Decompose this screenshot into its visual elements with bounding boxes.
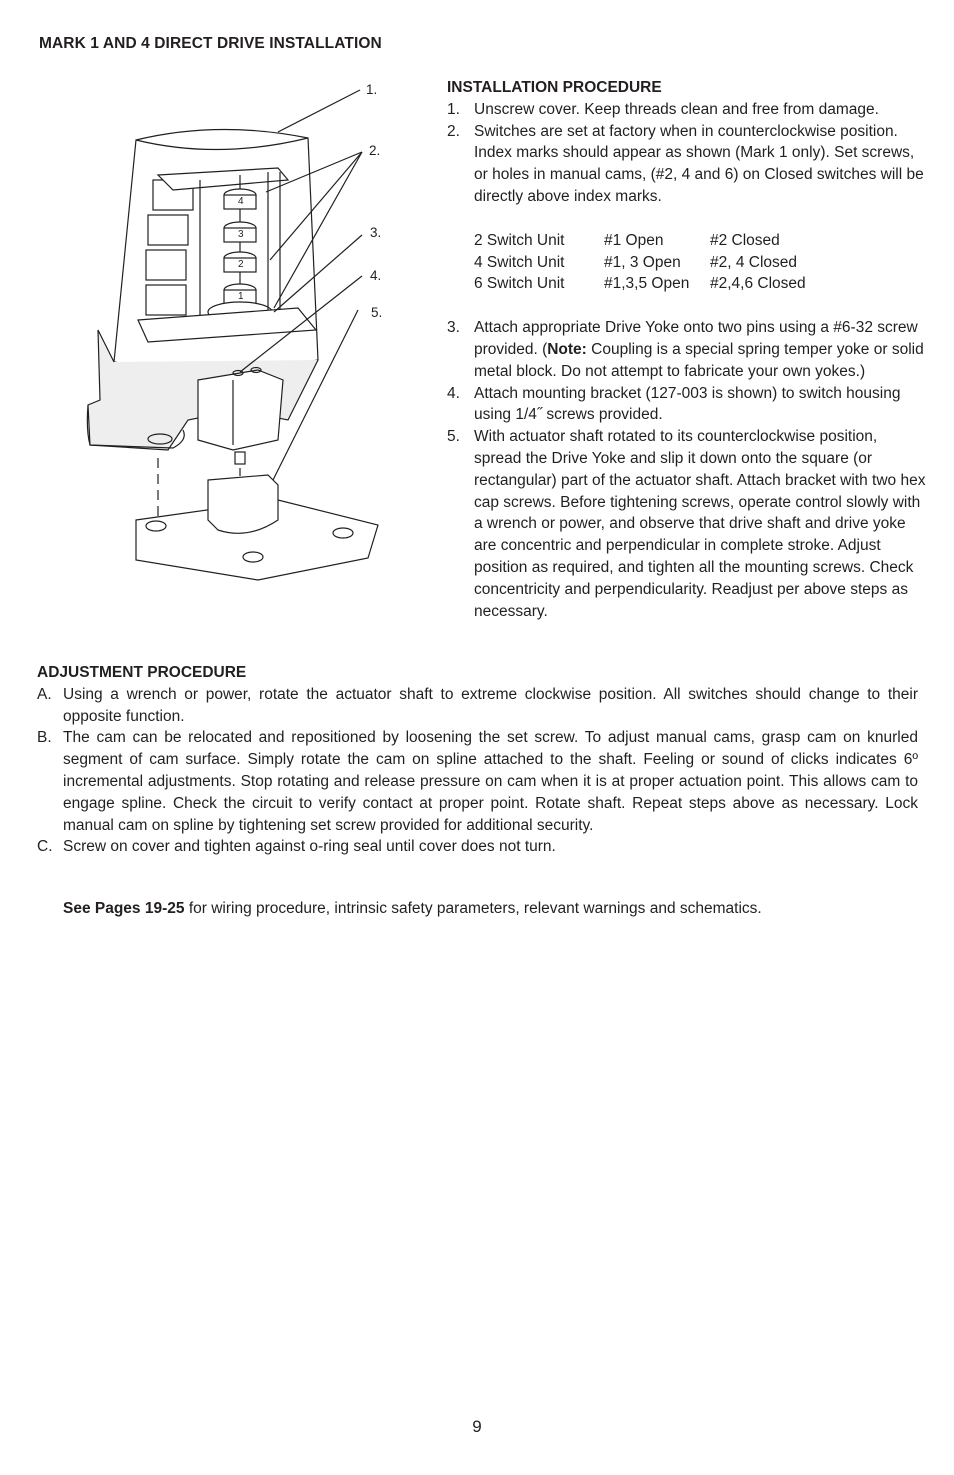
install-step-4 <box>447 383 927 427</box>
table-row <box>474 230 927 252</box>
unit-cell: 2 Switch Unit <box>474 231 565 249</box>
cam-label-4: 4 <box>238 196 244 207</box>
cam-label-1: 1 <box>238 291 244 302</box>
step-letter: C. <box>37 838 53 856</box>
install-step-5 <box>447 426 927 622</box>
step-text: Unscrew cover. Keep threads clean and free from damage. <box>474 100 879 118</box>
adjust-step-b <box>37 727 918 836</box>
closed-cell: #2, 4 Closed <box>710 253 798 271</box>
adjust-step-c <box>37 836 918 858</box>
step-number: 2. <box>447 122 460 140</box>
page-number: 9 <box>472 1417 482 1436</box>
adjustment-heading: ADJUSTMENT PROCEDURE <box>37 664 247 681</box>
step-number: 3. <box>447 319 460 337</box>
step-text-before: Attach appropriate Drive Yoke onto two pins using a #6-32 screw provided. ( <box>474 319 918 358</box>
callout-5: 5. <box>371 305 383 320</box>
step-letter: B. <box>37 729 52 747</box>
note-label: Note: <box>547 340 587 358</box>
closed-cell: #2,4,6 Closed <box>710 275 806 293</box>
adjust-step-a <box>37 684 918 728</box>
switch-settings-table <box>474 230 927 295</box>
callout-4: 4. <box>370 268 382 283</box>
step-number: 1. <box>447 100 460 118</box>
see-pages-bold: See Pages 19-25 <box>63 900 185 917</box>
cam-label-3: 3 <box>238 229 244 240</box>
closed-cell: #2 Closed <box>710 231 780 249</box>
switch-installation-diagram <box>78 80 398 600</box>
see-pages-reference <box>63 900 762 918</box>
cam-label-2: 2 <box>238 259 244 270</box>
unit-cell: 4 Switch Unit <box>474 253 565 271</box>
step-number: 5. <box>447 428 460 446</box>
see-pages-text: for wiring procedure, intrinsic safety parameters, relevant warnings and schematics. <box>184 900 762 917</box>
table-row <box>474 252 927 274</box>
open-cell: #1 Open <box>604 231 664 249</box>
diagram-drawing <box>78 80 398 600</box>
install-step-2 <box>447 121 927 208</box>
step-text: Using a wrench or power, rotate the actuator shaft to extreme clockwise position. All switches should change to their opposite function. <box>63 685 918 725</box>
table-row <box>474 273 927 295</box>
step-number: 4. <box>447 384 460 402</box>
unit-cell: 6 Switch Unit <box>474 275 565 293</box>
step-letter: A. <box>37 685 52 703</box>
install-step-3 <box>447 317 927 382</box>
step-text: Attach mounting bracket (127-003 is shown) to switch housing using 1/4˝ screws provided. <box>474 384 901 424</box>
install-step-1 <box>447 99 927 121</box>
installation-heading: INSTALLATION PROCEDURE <box>447 79 662 96</box>
callout-3: 3. <box>370 225 382 240</box>
step-text: Screw on cover and tighten against o-ring seal until cover does not turn. <box>63 838 556 856</box>
page-title: MARK 1 AND 4 DIRECT DRIVE INSTALLATION <box>39 35 382 52</box>
step-text-after: Coupling is a special spring temper yoke or solid metal block. Do not attempt to fabricate your own yokes.) <box>474 340 924 380</box>
step-text: The cam can be relocated and repositioned by loosening the set screw. To adjust manual cams, grasp cam on knurled segment of cam surface. Simply rotate the cam on spline attached to the shaft. Feeling or sound of clicks indicates 6º incremental adjustments. Stop rotating and release pressure on cam when it is at proper actuation point. This allows cam to engage spline. Check the circuit to verify contact at proper point. Rotate shaft. Repeat steps above as necessary. Lock manual cam on spline by tightening set screw provided for additional security. <box>63 729 918 834</box>
adjustment-procedure <box>37 662 918 858</box>
callout-2: 2. <box>369 143 381 158</box>
step-text: Switches are set at factory when in counterclockwise position. Index marks should appear as shown (Mark 1 only). Set screws, or holes in manual cams, (#2, 4 and 6) on Closed switches will be directly above index marks. <box>474 122 924 205</box>
open-cell: #1,3,5 Open <box>604 275 690 293</box>
open-cell: #1, 3 Open <box>604 253 681 271</box>
step-text: With actuator shaft rotated to its counterclockwise position, spread the Drive Yoke and slip it down onto the square (or rectangular) part of the actuator shaft. Attach bracket with two hex cap screws. Before tightening screws, operate control slowly with a wrench or power, and observe that drive shaft and drive yoke are concentric and perpendicular in complete stroke. Adjust position as required, and tighten all the mounting screws. Check concentricity and perpendicularity. Readjust per above steps as necessary. <box>474 428 926 620</box>
callout-1: 1. <box>366 82 378 97</box>
installation-procedure <box>447 77 927 622</box>
